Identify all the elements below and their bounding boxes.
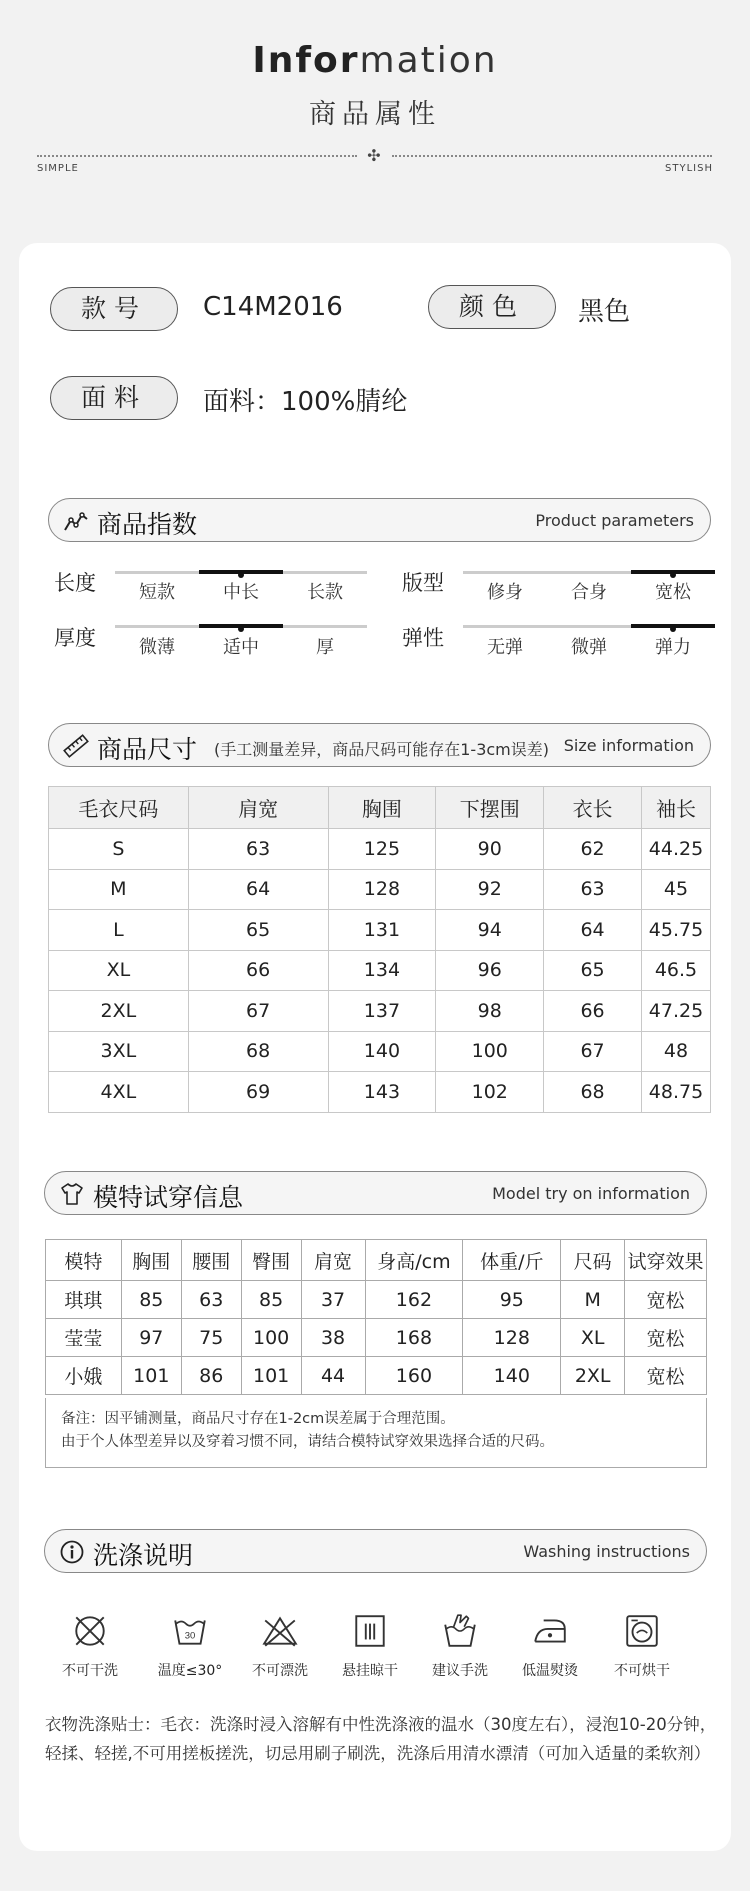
model-cell: 85	[241, 1281, 301, 1319]
size-cell: 48.75	[641, 1072, 710, 1113]
size-cell: 92	[436, 869, 544, 910]
model-note-line1: 备注：因平铺测量，商品尺寸存在1-2cm误差属于合理范围。	[61, 1411, 455, 1427]
wash-tip: 衣物洗涤贴士：毛衣：洗涤时浸入溶解有中性洗涤液的温水（30度左右），浸泡10-20分钟，轻揉、轻搓,不可用搓板搓洗，切忌用刷子刷洗，洗涤后用清水漂清（可加入适量的柔软剂）	[45, 1715, 717, 1763]
param-option: 修身	[487, 582, 523, 603]
model-section-bar	[44, 1171, 707, 1215]
model-cell: 宽松	[625, 1281, 707, 1319]
model-cell: M	[561, 1281, 625, 1319]
size-cell: 128	[328, 869, 436, 910]
param-option: 短款	[139, 582, 175, 603]
model-cell: 140	[463, 1357, 561, 1395]
model-cell: 宽松	[625, 1319, 707, 1357]
param-label: 弹性	[402, 626, 444, 650]
fabric-label: 面料	[50, 376, 178, 420]
param-track-segment	[463, 571, 547, 574]
size-cell: 68	[544, 1072, 642, 1113]
model-cell: 75	[181, 1319, 241, 1357]
no-tumble-dry-icon	[623, 1612, 661, 1650]
size-cell: 48	[641, 1031, 710, 1072]
table-row	[49, 1072, 711, 1113]
size-cell: 96	[436, 950, 544, 991]
size-cell: 143	[328, 1072, 436, 1113]
model-cell: 168	[365, 1319, 463, 1357]
size-cell: S	[49, 829, 189, 870]
svg-text:30: 30	[184, 1630, 196, 1642]
size-cell: 67	[188, 991, 328, 1032]
model-note	[45, 1398, 707, 1468]
wash-label: 不可烘干	[614, 1663, 670, 1679]
size-cell: 69	[188, 1072, 328, 1113]
size-cell: 3XL	[49, 1031, 189, 1072]
size-cell: 4XL	[49, 1072, 189, 1113]
model-header-cell: 模特	[46, 1240, 122, 1281]
param-option: 中长	[223, 582, 259, 603]
model-cell: 85	[121, 1281, 181, 1319]
param-track-segment	[547, 571, 631, 574]
size-cell: XL	[49, 950, 189, 991]
table-row	[49, 991, 711, 1032]
size-table-header	[49, 787, 711, 829]
model-cell: 128	[463, 1319, 561, 1357]
model-cell: 86	[181, 1357, 241, 1395]
model-table-header	[46, 1240, 707, 1281]
model-table	[45, 1239, 707, 1395]
size-cell: 2XL	[49, 991, 189, 1032]
params-title-en: Product parameters	[535, 511, 694, 530]
size-cell: 64	[188, 869, 328, 910]
tag-simple: SIMPLE	[37, 163, 79, 174]
size-cell: 63	[188, 829, 328, 870]
model-cell: 宽松	[625, 1357, 707, 1395]
color-label: 颜色	[428, 285, 556, 329]
param-label: 厚度	[54, 626, 96, 650]
divider-left	[37, 155, 357, 157]
size-cell: 66	[188, 950, 328, 991]
header-title-en: Information	[252, 40, 498, 81]
table-row	[49, 910, 711, 951]
param-track-segment	[547, 625, 631, 628]
wash-item	[145, 1612, 235, 1680]
wash-label: 低温熨烫	[522, 1663, 578, 1679]
low-iron-icon	[531, 1612, 569, 1650]
tshirt-icon	[59, 1181, 85, 1207]
model-cell: 162	[365, 1281, 463, 1319]
size-cell: 47.25	[641, 991, 710, 1032]
table-row	[49, 950, 711, 991]
hang-dry-icon	[351, 1612, 389, 1650]
wash-item	[45, 1612, 135, 1680]
param-selected-marker	[631, 624, 715, 628]
param-track	[463, 571, 715, 574]
model-cell: 95	[463, 1281, 561, 1319]
size-cell: 125	[328, 829, 436, 870]
header-title-cn: 商品属性	[309, 99, 441, 130]
model-cell: 2XL	[561, 1357, 625, 1395]
no-bleach-icon	[261, 1612, 299, 1650]
table-row	[46, 1319, 707, 1357]
size-cell: 140	[328, 1031, 436, 1072]
size-cell: 64	[544, 910, 642, 951]
size-title: 商品尺寸	[97, 735, 198, 764]
code-label: 款号	[50, 287, 178, 331]
model-header-cell: 肩宽	[301, 1240, 365, 1281]
param-option: 微弹	[571, 637, 607, 658]
wash-label: 悬挂晾干	[342, 1663, 398, 1679]
hand-wash-icon	[441, 1612, 479, 1650]
param-option: 弹力	[655, 637, 691, 658]
param-track	[115, 571, 367, 574]
color-value: 黑色	[578, 297, 631, 327]
table-row	[46, 1357, 707, 1395]
size-cell: 44.25	[641, 829, 710, 870]
model-header-cell: 身高/cm	[365, 1240, 463, 1281]
param-option: 合身	[571, 582, 607, 603]
size-header-cell: 下摆围	[436, 787, 544, 829]
size-header-cell: 毛衣尺码	[49, 787, 189, 829]
param-track	[463, 625, 715, 628]
tag-stylish: STYLISH	[665, 163, 713, 174]
size-header-cell: 肩宽	[188, 787, 328, 829]
size-cell: 134	[328, 950, 436, 991]
code-value: C14M2016	[203, 292, 343, 322]
param-track-segment	[115, 571, 199, 574]
size-title-en: Size information	[563, 736, 694, 755]
size-cell: 66	[544, 991, 642, 1032]
trend-icon	[63, 508, 89, 534]
no-tumble-wash-icon	[71, 1612, 109, 1650]
size-cell: 98	[436, 991, 544, 1032]
param-track-segment	[463, 625, 547, 628]
wash-label: 建议手洗	[432, 1663, 488, 1679]
param-label: 长度	[54, 571, 96, 595]
model-header-cell: 尺码	[561, 1240, 625, 1281]
size-cell: 100	[436, 1031, 544, 1072]
param-track-segment	[283, 625, 367, 628]
size-cell: 63	[544, 869, 642, 910]
table-row	[49, 1031, 711, 1072]
fabric-value: 面料：100%腈纶	[203, 387, 408, 417]
wash-30-icon	[171, 1612, 209, 1650]
size-cell: 62	[544, 829, 642, 870]
size-cell: 94	[436, 910, 544, 951]
wash-section-bar	[44, 1529, 707, 1573]
wash-label: 温度≤30°	[157, 1663, 223, 1679]
model-title-en: Model try on information	[492, 1184, 690, 1203]
size-cell: 68	[188, 1031, 328, 1072]
wash-label: 不可干洗	[62, 1663, 118, 1679]
model-cell: 160	[365, 1357, 463, 1395]
param-track-segment	[115, 625, 199, 628]
model-cell: 38	[301, 1319, 365, 1357]
size-cell: 137	[328, 991, 436, 1032]
size-cell: 46.5	[641, 950, 710, 991]
param-option: 宽松	[655, 582, 691, 603]
model-cell: 琪琪	[46, 1281, 122, 1319]
divider-right	[392, 155, 712, 157]
model-cell: 44	[301, 1357, 365, 1395]
params-title: 商品指数	[97, 510, 198, 539]
ornament-icon: ✣	[367, 146, 381, 165]
wash-item	[597, 1612, 687, 1680]
model-cell: XL	[561, 1319, 625, 1357]
size-cell: M	[49, 869, 189, 910]
model-cell: 37	[301, 1281, 365, 1319]
model-cell: 101	[241, 1357, 301, 1395]
wash-label: 不可漂洗	[252, 1663, 308, 1679]
model-header-cell: 试穿效果	[625, 1240, 707, 1281]
model-header-cell: 体重/斤	[463, 1240, 561, 1281]
param-track-segment	[283, 571, 367, 574]
param-option: 适中	[223, 637, 259, 658]
size-header-cell: 胸围	[328, 787, 436, 829]
wash-title-en: Washing instructions	[523, 1542, 690, 1561]
param-selected-marker	[199, 570, 283, 574]
wash-item	[505, 1612, 595, 1680]
model-header-cell: 胸围	[121, 1240, 181, 1281]
model-title: 模特试穿信息	[93, 1183, 244, 1212]
wash-item	[325, 1612, 415, 1680]
param-label: 版型	[402, 571, 444, 595]
param-option: 厚	[316, 637, 334, 658]
param-option: 微薄	[139, 637, 175, 658]
size-section-bar	[48, 723, 711, 767]
wash-title: 洗涤说明	[93, 1541, 194, 1570]
model-header-cell: 腰围	[181, 1240, 241, 1281]
param-selected-marker	[631, 570, 715, 574]
param-option: 无弹	[487, 637, 523, 658]
size-cell: 90	[436, 829, 544, 870]
size-header-cell: 衣长	[544, 787, 642, 829]
info-icon	[59, 1539, 85, 1565]
model-cell: 97	[121, 1319, 181, 1357]
wash-item	[235, 1612, 325, 1680]
param-option: 长款	[307, 582, 343, 603]
size-cell: 45.75	[641, 910, 710, 951]
size-cell: 65	[188, 910, 328, 951]
table-row	[49, 829, 711, 870]
model-cell: 莹莹	[46, 1319, 122, 1357]
model-cell: 小娥	[46, 1357, 122, 1395]
wash-item	[415, 1612, 505, 1680]
model-cell: 100	[241, 1319, 301, 1357]
size-cell: 67	[544, 1031, 642, 1072]
size-note: (手工测量差异，商品尺码可能存在1-3cm误差)	[214, 740, 550, 759]
size-cell: 102	[436, 1072, 544, 1113]
ruler-icon	[63, 733, 89, 759]
size-table	[48, 786, 711, 1113]
size-header-cell: 袖长	[641, 787, 710, 829]
table-row	[49, 869, 711, 910]
param-track	[115, 625, 367, 628]
size-cell: 65	[544, 950, 642, 991]
size-cell: 45	[641, 869, 710, 910]
model-note-line2: 由于个人体型差异以及穿着习惯不同，请结合模特试穿效果选择合适的尺码。	[61, 1434, 554, 1450]
size-cell: L	[49, 910, 189, 951]
params-section-bar	[48, 498, 711, 542]
model-cell: 101	[121, 1357, 181, 1395]
param-selected-marker	[199, 624, 283, 628]
size-cell: 131	[328, 910, 436, 951]
model-header-cell: 臀围	[241, 1240, 301, 1281]
table-row	[46, 1281, 707, 1319]
model-cell: 63	[181, 1281, 241, 1319]
